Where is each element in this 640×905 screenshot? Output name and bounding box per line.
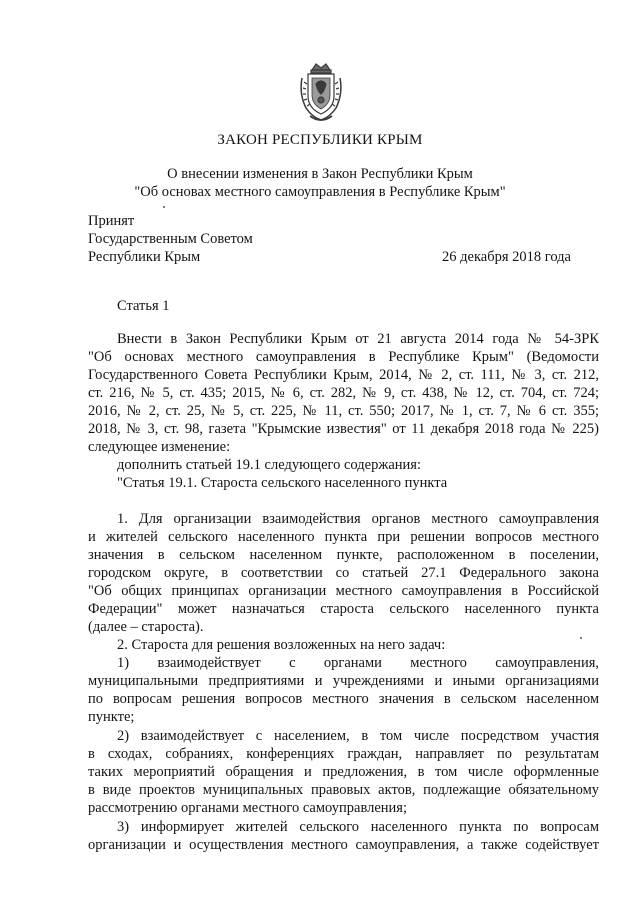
- clause2-heading: 2. Староста для решения возложенных на него задач:: [117, 637, 446, 653]
- clause1-line: 1. Для организации взаимодействия органов местного самоуправления: [117, 511, 599, 527]
- item1-line: муниципальными предприятиями и учреждениями и иными организациями: [88, 673, 599, 689]
- crimea-coat-of-arms-icon: [298, 62, 344, 124]
- intro-line: 2018, № 3, ст. 98, газета "Крымские известия" от 11 декабря 2018 года № 225): [88, 421, 599, 437]
- adoption-line2: Государственным Советом: [88, 231, 253, 247]
- adoption-date: 26 декабря 2018 года: [442, 249, 571, 265]
- adoption-line1: Принят: [88, 213, 135, 229]
- item1-line: 1) взаимодействует с органами местного самоуправления,: [117, 655, 599, 671]
- item2-line: рассмотрению органами местного самоуправления;: [88, 800, 407, 816]
- law-title: ЗАКОН РЕСПУБЛИКИ КРЫМ: [217, 132, 423, 148]
- item2-line: таких мероприятий обращения и предложения, в том числе оформленные: [88, 764, 599, 780]
- item2-line: 2) взаимодействует с населением, в том числе посредством участия: [117, 728, 599, 744]
- scan-speck: [163, 206, 165, 208]
- supplement-line: дополнить статьей 19.1 следующего содержания:: [117, 457, 421, 473]
- new-article-title: "Статья 19.1. Староста сельского населенного пункта: [117, 475, 448, 491]
- clause1-line: значения в сельском населенном пункте, расположенном в поселении,: [88, 547, 599, 563]
- item2-line: в виде проектов муниципальных правовых актов, подлежащие обязательному: [88, 782, 599, 798]
- law-subtitle-line1: О внесении изменения в Закон Республики Крым: [167, 166, 473, 182]
- clause1-line: и жителей сельского населенного пункта при решении вопросов местного: [88, 529, 599, 545]
- intro-line: Внести в Закон Республики Крым от 21 августа 2014 года № 54-ЗРК: [117, 331, 599, 347]
- clause1-line: "Об общих принципах организации местного самоуправления в Российской: [88, 583, 599, 599]
- item2-line: в сходах, собраниях, конференциях граждан, направляет по результатам: [88, 746, 599, 762]
- intro-line: следующее изменение:: [88, 439, 231, 455]
- item1-line: пункте;: [88, 709, 135, 725]
- item3-line: 3) информирует жителей сельского населенного пункта по вопросам: [117, 819, 599, 835]
- item3-line: организации и осуществления местного самоуправления, а также содействует: [88, 837, 599, 853]
- intro-line: ст. 216, № 5, ст. 435; 2015, № 6, ст. 282, № 9, ст. 438, № 12, ст. 704, ст. 724;: [88, 385, 599, 401]
- item1-line: по вопросам решения вопросов местного значения в сельском населенном: [88, 691, 599, 707]
- clause1-line: Федерации" может назначаться староста сельского населенного пункта: [88, 601, 599, 617]
- law-subtitle-line2: "Об основах местного самоуправления в Республике Крым": [134, 184, 506, 200]
- article-heading: Статья 1: [117, 298, 170, 314]
- clause1-line: городском округе, в соответствии со статьей 27.1 Федерального закона: [88, 565, 599, 581]
- adoption-line3: Республики Крым: [88, 249, 201, 265]
- intro-line: 2016, № 2, ст. 25, № 5, ст. 225, № 11, ст. 550; 2017, № 1, ст. 7, № 6 ст. 355;: [88, 403, 599, 419]
- scan-speck: [580, 637, 582, 639]
- clause1-line: (далее – староста).: [88, 619, 204, 635]
- intro-line: "Об основах местного самоуправления в Республике Крым" (Ведомости: [88, 349, 599, 365]
- intro-line: Государственного Совета Республики Крым, 2014, № 2, ст. 111, № 3, ст. 212,: [88, 367, 599, 383]
